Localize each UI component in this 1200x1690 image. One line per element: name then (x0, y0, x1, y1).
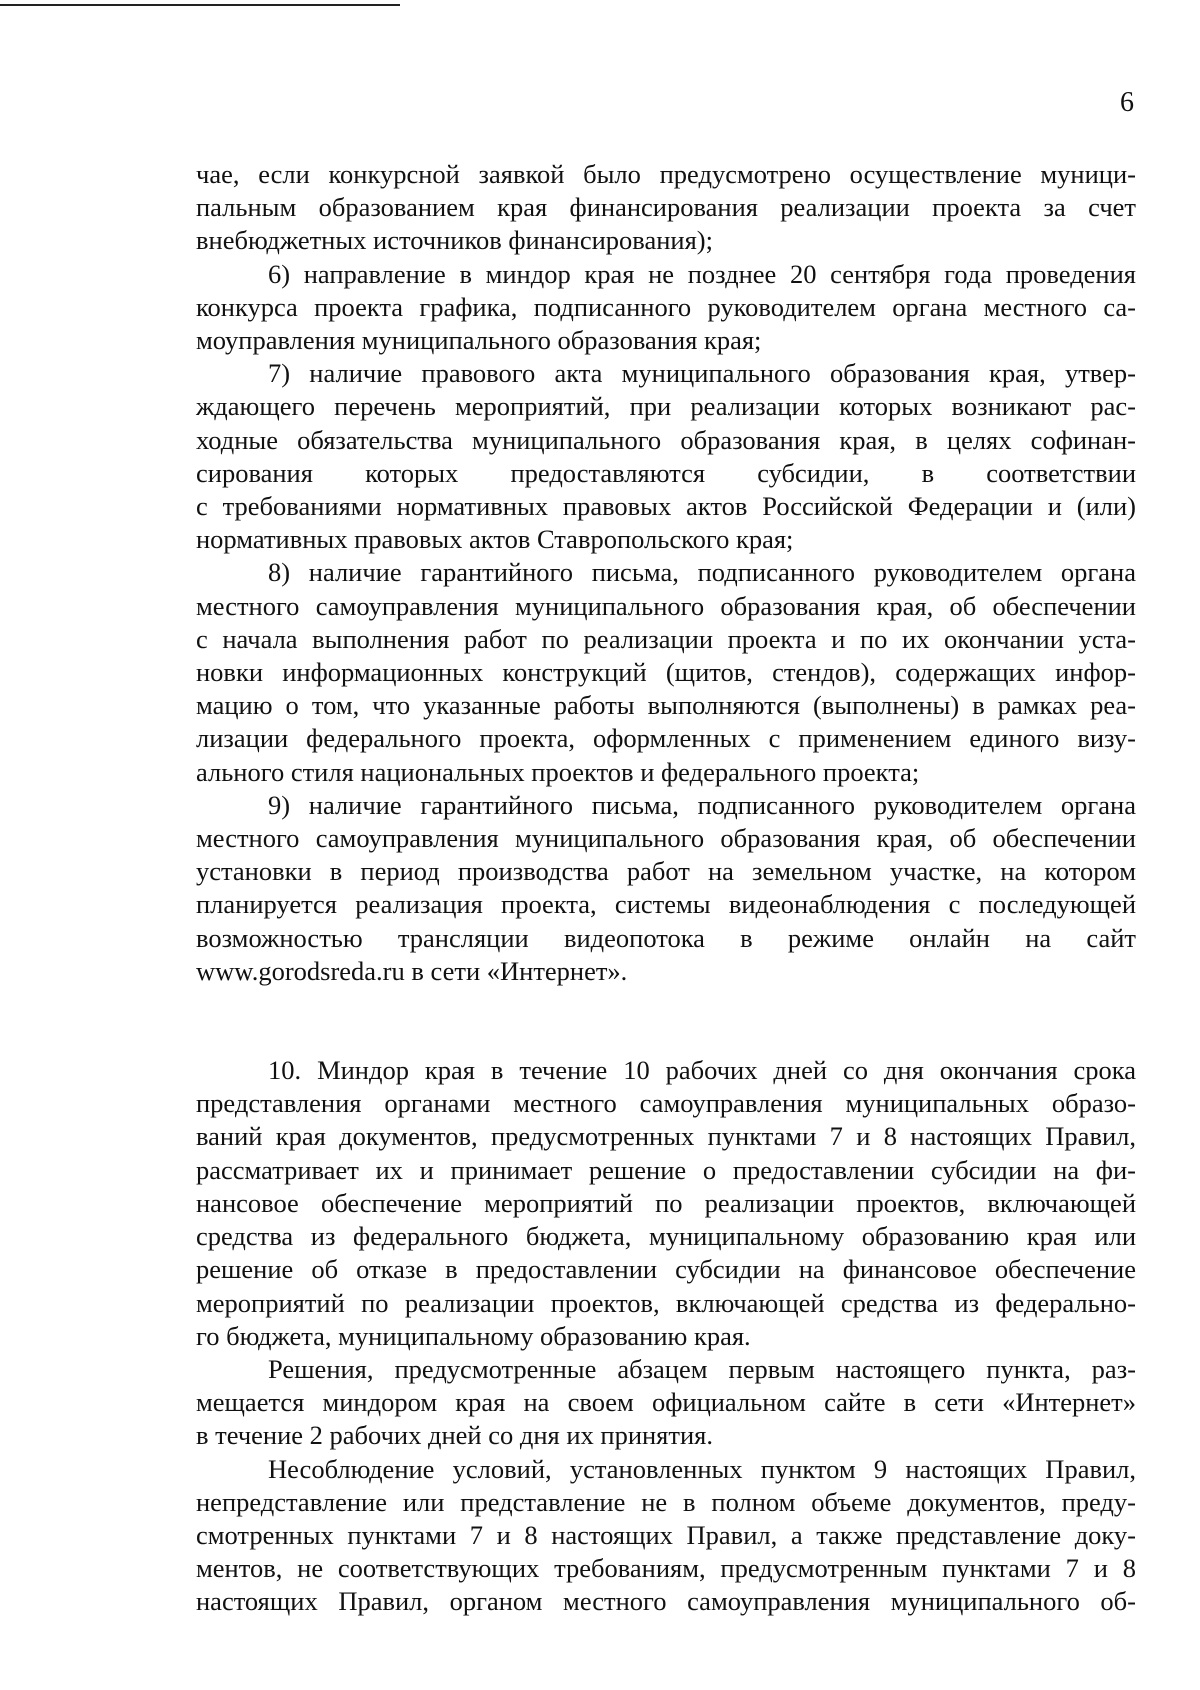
text-line: ментов, не соответствующих требованиям, предусмотренным пунктами 7 и 8 (196, 1553, 1136, 1584)
text-line: лизации федерального проекта, оформленных с применением единого визу- (196, 723, 1136, 754)
paragraph-item-6 (196, 258, 1136, 358)
paragraph-noncompliance (196, 1453, 1136, 1619)
text-line: Несоблюдение условий, установленных пунктом 9 настоящих Правил, (268, 1453, 1136, 1484)
text-line: смотренных пунктами 7 и 8 настоящих Правил, а также представление доку- (196, 1519, 1136, 1550)
text-line: ходные обязательства муниципального образования края, в целях софинан- (196, 424, 1136, 455)
text-line: местного самоуправления муниципального образования края, об обеспечении (196, 590, 1136, 621)
text-line: 7) наличие правового акта муниципального образования края, утвер- (268, 358, 1136, 389)
document-body (196, 158, 1136, 1619)
text-line: мацию о том, что указанные работы выполняются (выполнены) в рамках реа- (196, 690, 1136, 721)
paragraph-item-7 (196, 357, 1136, 556)
text-line: го бюджета, муниципальному образованию края. (196, 1320, 751, 1351)
paragraph-item-8 (196, 556, 1136, 788)
text-line: 9) наличие гарантийного письма, подписанного руководителем органа (268, 789, 1136, 820)
paragraph-continuation (196, 158, 1136, 258)
text-line: Решения, предусмотренные абзацем первым настоящего пункта, раз- (268, 1353, 1136, 1384)
text-line: возможностью трансляции видеопотока в режиме онлайн на сайт (196, 922, 1136, 953)
page-number: 6 (1120, 87, 1134, 118)
text-line: планируется реализация проекта, системы видеонаблюдения с последующей (196, 889, 1136, 920)
text-line: моуправления муниципального образования края; (196, 325, 762, 356)
text-line: внебюджетных источников финансирования); (196, 225, 713, 256)
text-line: 6) направление в миндор края не позднее 20 сентября года проведения (268, 258, 1136, 289)
text-line: непредставление или представление не в полном объеме документов, преду- (196, 1486, 1136, 1517)
paragraph-gap (196, 988, 1136, 1054)
text-line: настоящих Правил, органом местного самоуправления муниципального об- (196, 1586, 1136, 1617)
text-line: с требованиями нормативных правовых актов Российской Федерации и (или) (196, 491, 1136, 522)
text-line: мероприятий по реализации проектов, включающей средства из федерально- (196, 1287, 1136, 1318)
text-line: www.gorodsreda.ru в сети «Интернет». (196, 955, 628, 986)
text-line: 10. Миндор края в течение 10 рабочих дней со дня окончания срока (268, 1055, 1136, 1086)
text-line: в течение 2 рабочих дней со дня их принятия. (196, 1420, 713, 1451)
paragraph-point-10 (196, 1054, 1136, 1353)
text-line: решение об отказе в предоставлении субсидии на финансовое обеспечение (196, 1254, 1136, 1285)
text-line: ваний края документов, предусмотренных пунктами 7 и 8 настоящих Правил, (196, 1121, 1136, 1152)
text-line: нормативных правовых актов Ставропольского края; (196, 524, 794, 555)
text-line: чае, если конкурсной заявкой было предусмотрено осуществление муници- (196, 159, 1136, 189)
paragraph-decisions (196, 1353, 1136, 1453)
text-line: мещается миндором края на своем официальном сайте в сети «Интернет» (196, 1387, 1136, 1418)
text-line: 8) наличие гарантийного письма, подписанного руководителем органа (268, 557, 1136, 588)
text-line: с начала выполнения работ по реализации проекта и по их окончании уста- (196, 623, 1136, 654)
text-line: новки информационных конструкций (щитов, стендов), содержащих инфор- (196, 657, 1136, 688)
text-line: представления органами местного самоуправления муниципальных образо- (196, 1088, 1136, 1119)
text-line: нансовое обеспечение мероприятий по реализации проектов, включающей (196, 1187, 1136, 1218)
text-line: ального стиля национальных проектов и федерального проекта; (196, 756, 920, 787)
text-line: пальным образованием края финансирования реализации проекта за счет (196, 192, 1136, 223)
text-line: местного самоуправления муниципального образования края, об обеспечении (196, 823, 1136, 854)
text-line: рассматривает их и принимает решение о предоставлении субсидии на фи- (196, 1154, 1136, 1185)
text-line: установки в период производства работ на земельном участке, на котором (196, 856, 1136, 887)
text-line: сирования которых предоставляются субсидии, в соответствии (196, 457, 1136, 488)
top-rule (0, 4, 400, 6)
text-line: ждающего перечень мероприятий, при реализации которых возникают рас- (196, 391, 1136, 422)
text-line: конкурса проекта графика, подписанного руководителем органа местного са- (196, 291, 1136, 322)
paragraph-item-9 (196, 789, 1136, 988)
text-line: средства из федерального бюджета, муниципальному образованию края или (196, 1221, 1136, 1252)
